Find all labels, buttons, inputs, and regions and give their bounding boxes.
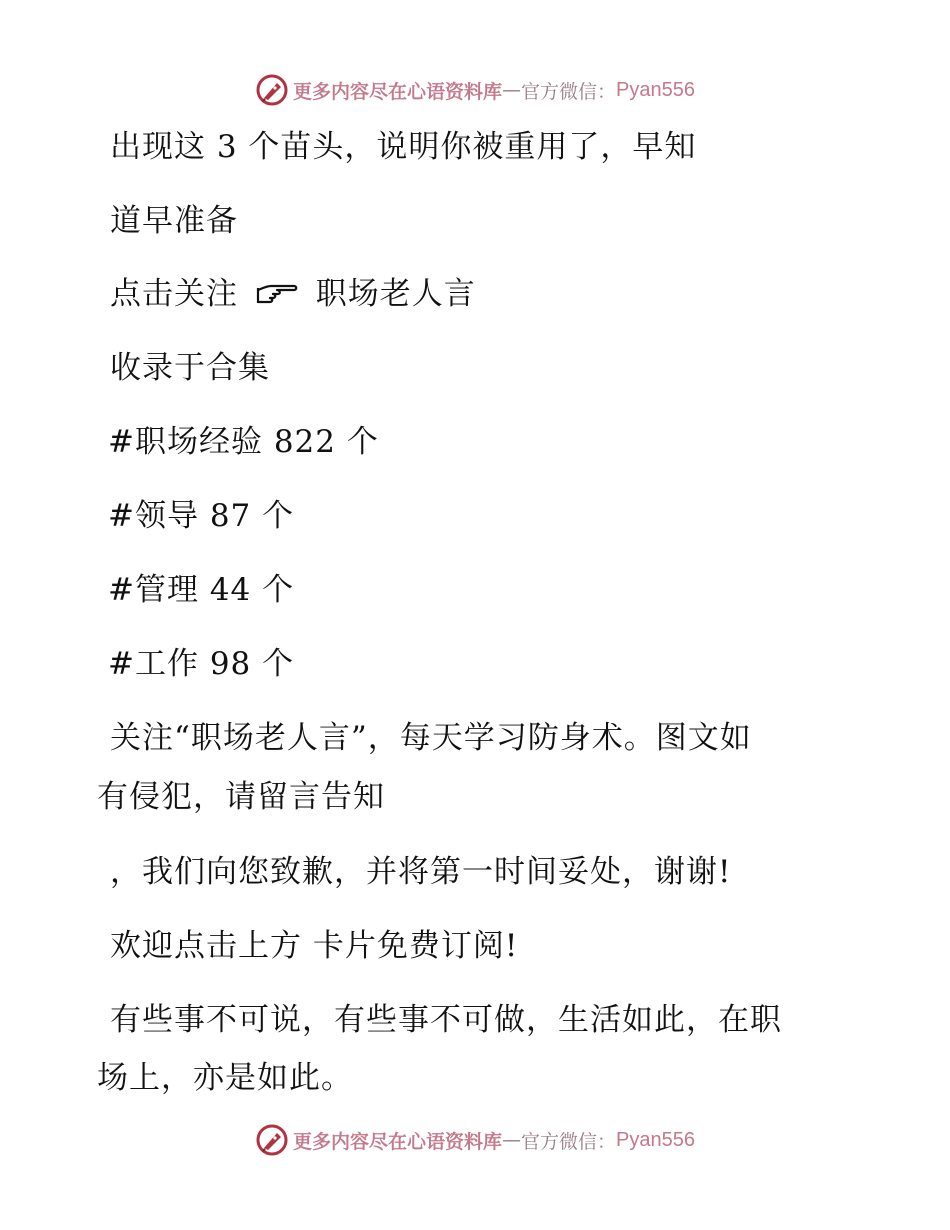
header-banner — [0, 70, 950, 110]
closing-line-1: 有些事不可说，有些事不可做，生活如此，在职 — [110, 1002, 782, 1038]
subscribe-line: 欢迎点击上方 卡片免费订阅! — [110, 928, 519, 964]
tag-workplace-experience[interactable]: #职场经验 822 个 — [108, 424, 379, 460]
pen-nib-logo-icon — [255, 1123, 289, 1157]
banner-dash: — — [502, 1129, 522, 1151]
banner-wechat-id: Pyan556 — [616, 78, 695, 101]
footer-banner — [0, 1120, 950, 1160]
banner-wechat-id: Pyan556 — [616, 1128, 695, 1151]
tag-work[interactable]: #工作 98 个 — [108, 646, 295, 682]
tag-management[interactable]: #管理 44 个 — [108, 572, 295, 608]
title-line-1: 出现这 3 个苗头，说明你被重用了，早知 — [110, 129, 697, 165]
pointing-hand-icon — [255, 281, 299, 307]
notice-line-1: 关注“职场老人言”，每天学习防身术。图文如 — [110, 720, 752, 756]
banner-wechat-label: 官方微信： — [521, 1130, 617, 1153]
tag-leadership[interactable]: #领导 87 个 — [108, 498, 295, 534]
notice-line-3: ，我们向您致歉，并将第一时间妥处，谢谢! — [110, 854, 732, 890]
closing-line-2: 场上，亦是如此。 — [97, 1060, 353, 1096]
notice-line-2: 有侵犯，请留言告知 — [97, 779, 385, 815]
banner-text: 更多内容尽在心语资料库 — [293, 80, 503, 103]
banner-text: 更多内容尽在心语资料库 — [293, 1130, 503, 1153]
title-line-2: 道早准备 — [110, 203, 238, 239]
collection-label: 收录于合集 — [110, 350, 270, 386]
pen-nib-logo-icon — [255, 73, 289, 107]
banner-dash: — — [502, 79, 522, 101]
follow-prefix: 点击关注 — [110, 276, 238, 312]
follow-account-name: 职场老人言 — [315, 276, 476, 312]
banner-wechat-label: 官方微信： — [521, 80, 617, 103]
follow-line — [110, 274, 476, 314]
